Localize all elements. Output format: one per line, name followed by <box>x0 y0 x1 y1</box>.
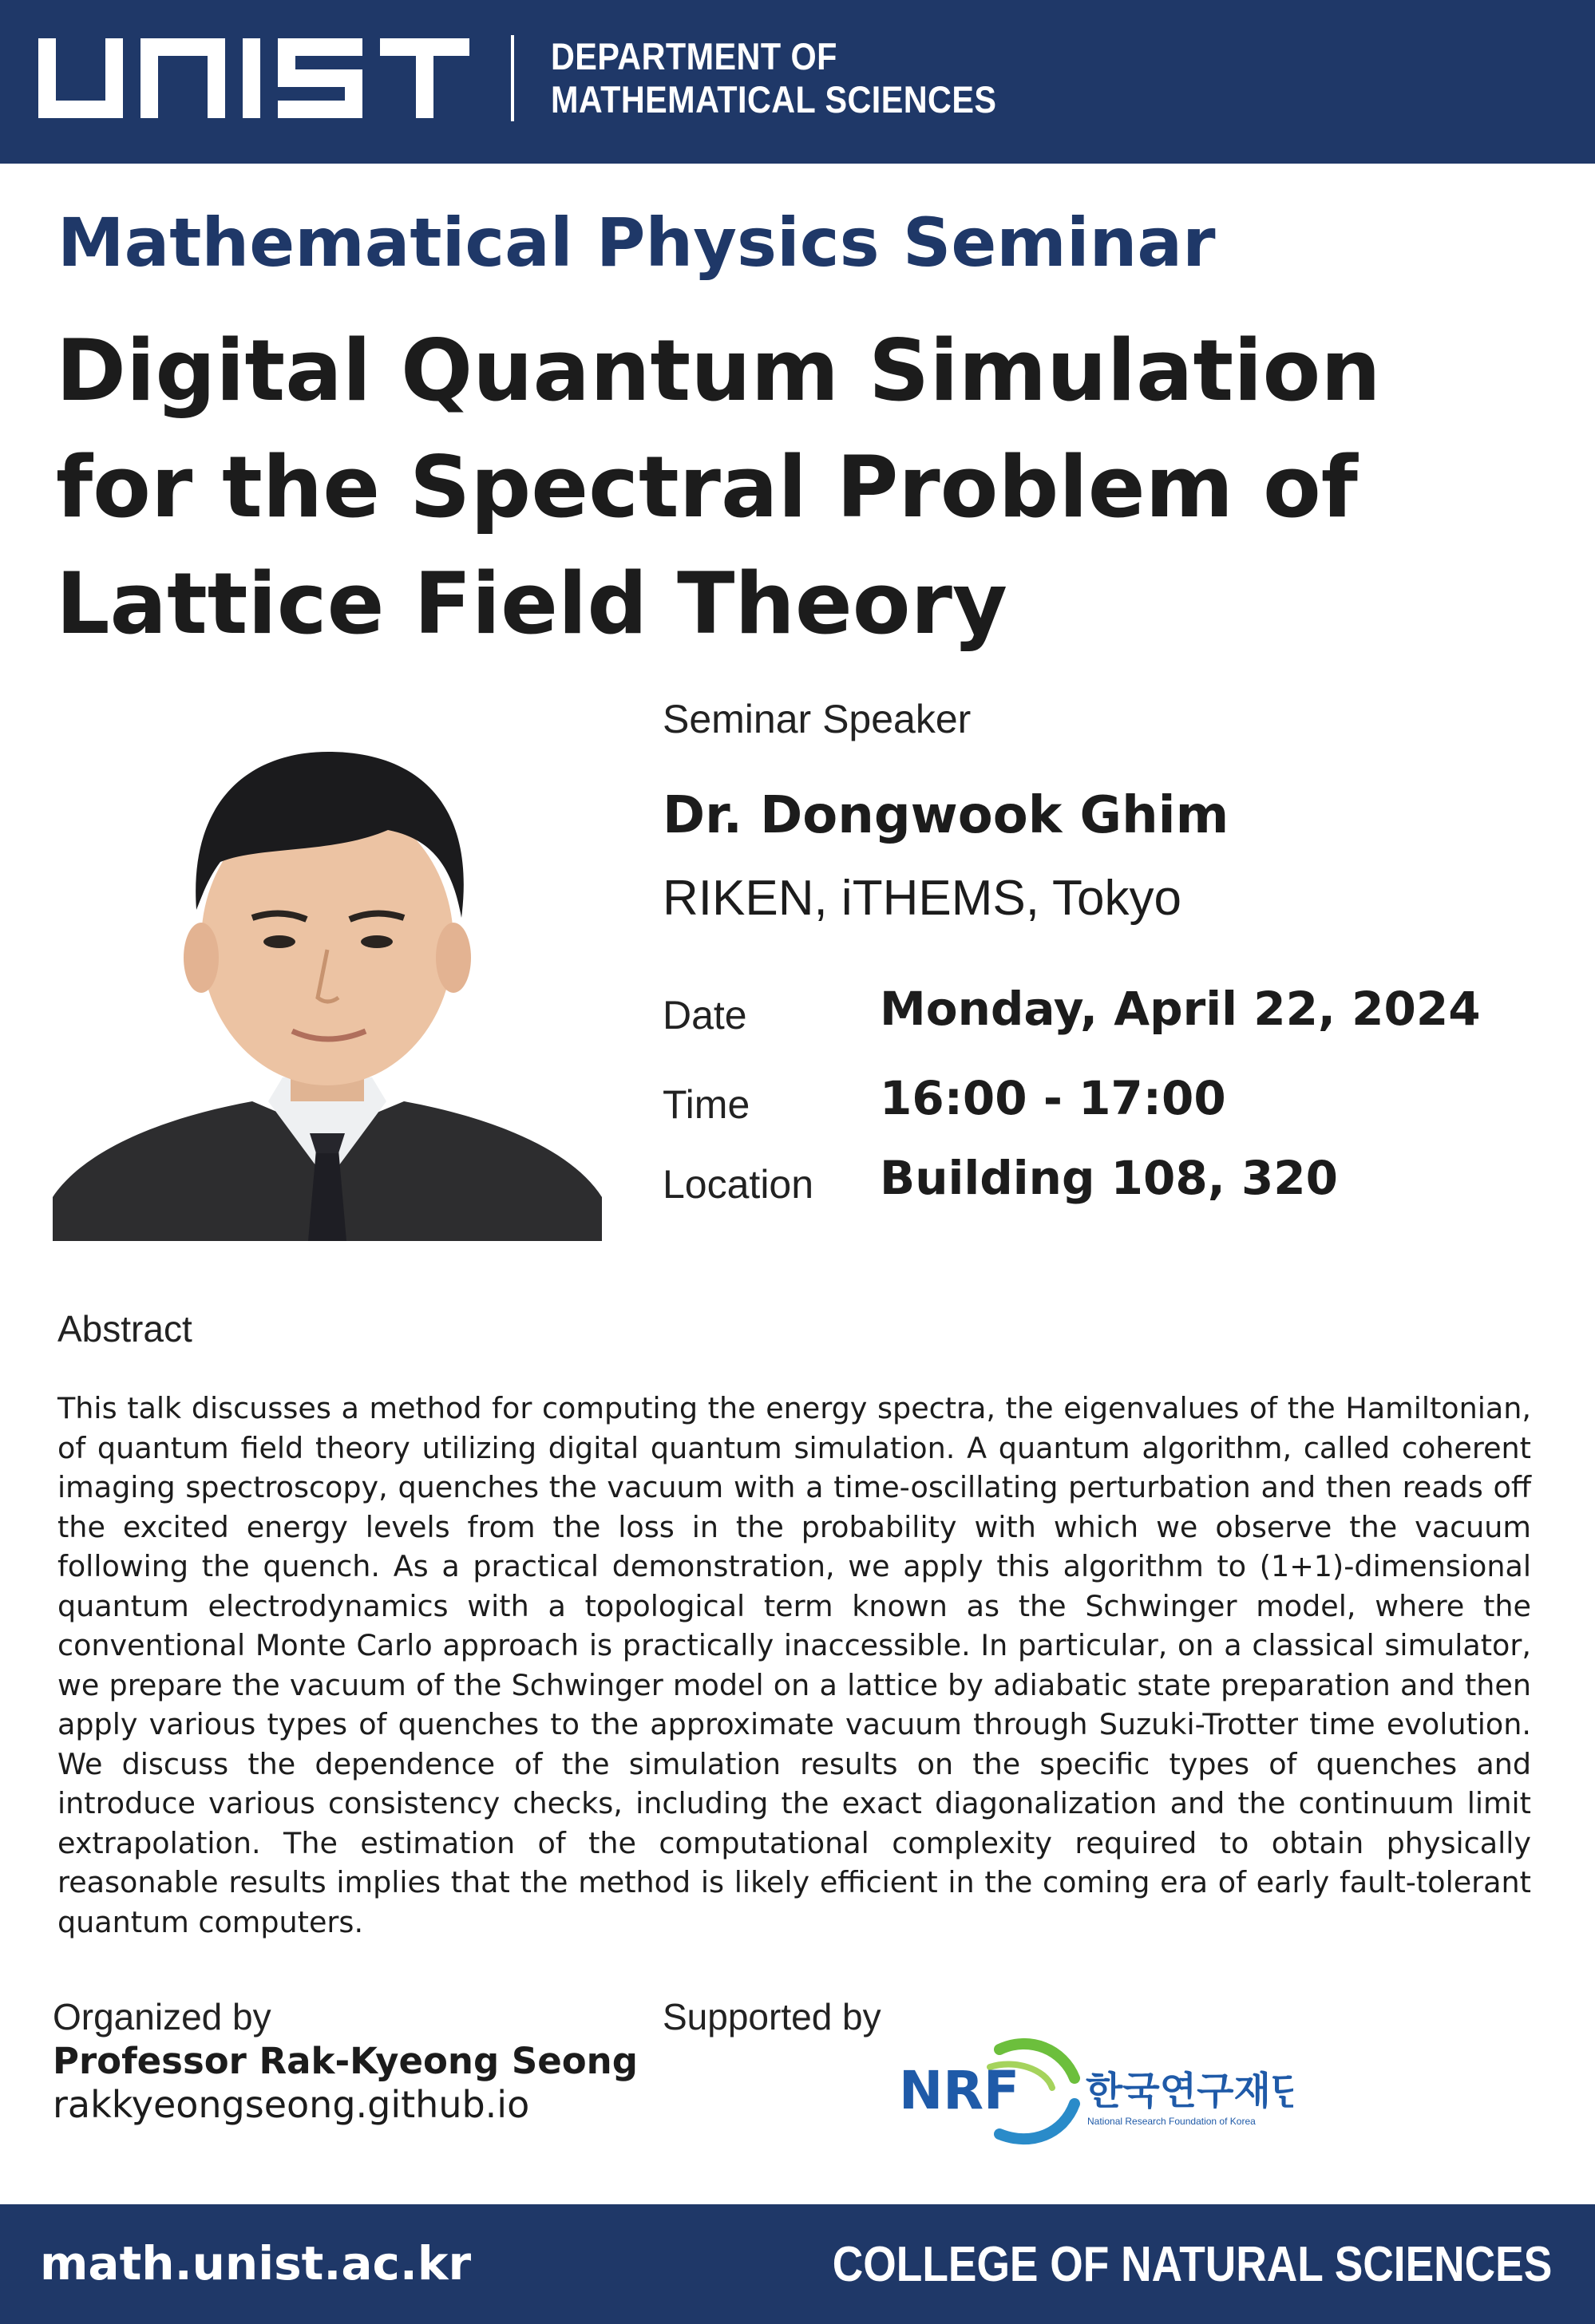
location-label: Location <box>663 1162 814 1207</box>
time-value: 16:00 - 17:00 <box>880 1071 1226 1125</box>
footer-college-name: COLLEGE OF NATURAL SCIENCES <box>832 2237 1552 2292</box>
department-line-2: MATHEMATICAL SCIENCES <box>551 78 997 121</box>
abstract-label: Abstract <box>57 1308 192 1350</box>
title-line-1: Digital Quantum Simulation <box>56 322 1381 420</box>
speaker-affiliation: RIKEN, iTHEMS, Tokyo <box>663 871 1182 926</box>
unist-logo <box>38 38 469 118</box>
department-line-1: DEPARTMENT OF <box>551 35 837 77</box>
nrf-logo <box>894 2027 1293 2159</box>
header-bar <box>0 0 1595 164</box>
header-divider <box>511 35 514 121</box>
speaker-photo <box>53 702 602 1241</box>
department-name <box>551 35 996 121</box>
speaker-label: Seminar Speaker <box>663 697 972 741</box>
location-value: Building 108, 320 <box>880 1151 1339 1205</box>
seminar-title <box>56 313 1413 662</box>
organizer-website-link[interactable]: rakkyeongseong.github.io <box>53 2083 530 2126</box>
nrf-abbrev: NRF <box>899 2060 1020 2121</box>
abstract-text: This talk discusses a method for computing the energy spectra, the eigenvalues of the Hamiltonian, of quantum field theory utilizing digital quantum simulation. A quantum algorithm, called coherent imaging spectroscopy, quenches the vacuum with a time-oscillating perturbation and then reads off the excited energy levels from the loss in the probability with which we observe the vacuum following the quench. As a practical demonstration, we apply this algorithm to (1+1)-dimensional quantum electrodynamics with a topological term known as the Schwinger model, where the conventional Monte Carlo approach is practically inaccessible. In particular, on a classical simulator, we prepare the vacuum of the Schwinger model on a lattice by adiabatic state preparation and then apply various types of quenches to the approximate vacuum through Suzuki-Trotter time evolution. We discuss the dependence of the simulation results on the specific types of quenches and introduce various consistency checks, including the exact diagonalization and the continuum limit extrapolation. The estimation of the computational complexity required to obtain physically reasonable results implies that the method is likely efficient in the coming era of early fault-tolerant quantum computers. <box>57 1391 1531 1939</box>
footer-website-link[interactable]: math.unist.ac.kr <box>40 2236 472 2290</box>
seminar-series: Mathematical Physics Seminar <box>57 204 1216 282</box>
nrf-english-name: National Research Foundation of Korea <box>1087 2116 1256 2127</box>
organizer-name: Professor Rak-Kyeong Seong <box>53 2040 638 2082</box>
time-label: Time <box>663 1082 750 1127</box>
title-line-3: Lattice Field Theory <box>56 555 1007 653</box>
nrf-korean-name: 한국연구재단 <box>1086 2069 1293 2113</box>
speaker-name: Dr. Dongwook Ghim <box>663 786 1229 845</box>
supporter-label: Supported by <box>663 1996 881 2037</box>
date-label: Date <box>663 993 747 1038</box>
title-line-2: for the Spectral Problem of <box>56 438 1358 536</box>
date-value: Monday, April 22, 2024 <box>880 982 1481 1036</box>
organizer-label: Organized by <box>53 1996 271 2037</box>
